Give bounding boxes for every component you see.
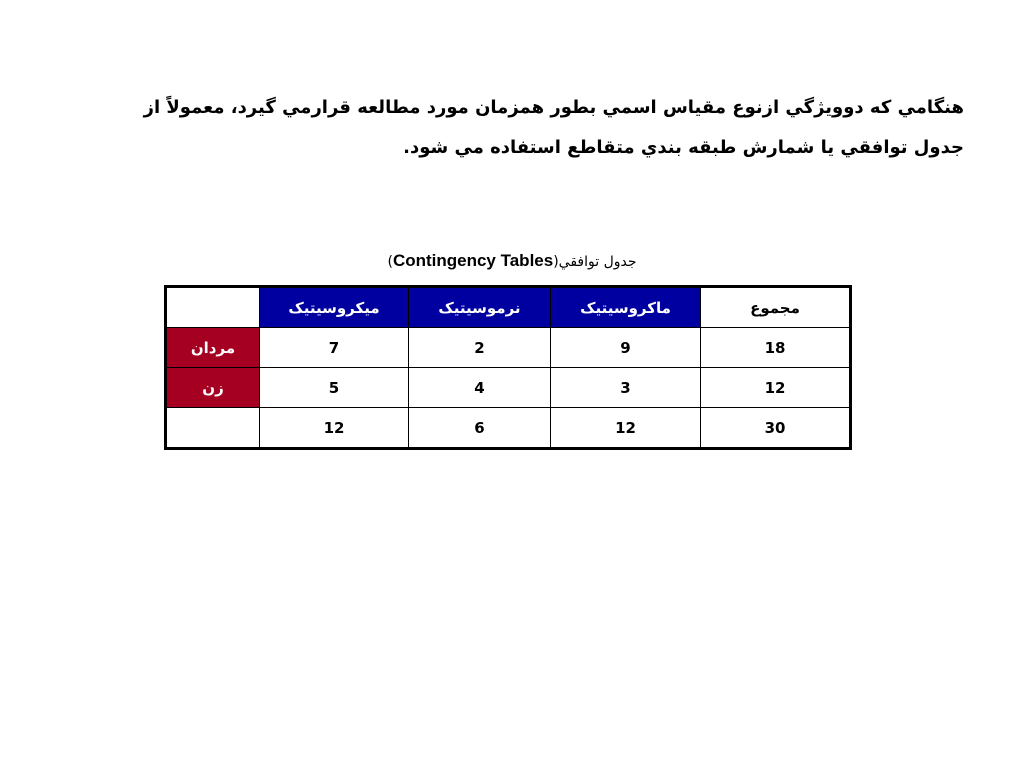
table-cell: 18 [701, 328, 851, 368]
header-normocytic: نرموسيتيک [409, 287, 551, 328]
table-row-totals [166, 408, 851, 449]
row-label-women: زن [166, 368, 260, 408]
table-cell: 30 [701, 408, 851, 449]
intro-paragraph [143, 88, 964, 168]
table-cell: 12 [701, 368, 851, 408]
caption-english: Contingency Tables [392, 251, 554, 270]
table-cell: 4 [409, 368, 551, 408]
table-cell: 2 [409, 328, 551, 368]
row-label-empty [166, 408, 260, 449]
corner-cell [166, 287, 260, 328]
header-microcytic: ميكروسيتيک [260, 287, 409, 328]
row-label-men: مردان [166, 328, 260, 368]
table-cell: 9 [551, 328, 701, 368]
table-caption [200, 250, 824, 273]
header-macrocytic: ماكروسيتيک [551, 287, 701, 328]
caption-persian: جدول توافقي [558, 254, 637, 270]
table-cell: 7 [260, 328, 409, 368]
caption-open-paren: ( [553, 254, 559, 270]
table-cell: 6 [409, 408, 551, 449]
table-header-row [166, 287, 851, 328]
contingency-table [164, 285, 852, 450]
table-row [166, 328, 851, 368]
table-cell: 12 [551, 408, 701, 449]
table-cell: 3 [551, 368, 701, 408]
table-row [166, 368, 851, 408]
table-cell: 12 [260, 408, 409, 449]
intro-line-2: جدول توافقي يا شمارش طبقه بندي متقاطع استفاده مي شود. [403, 137, 964, 158]
caption-close-paren: ) [387, 254, 393, 270]
table-cell: 5 [260, 368, 409, 408]
intro-line-1: هنگامي كه دوويژگي ازنوع مقياس اسمي بطور همزمان مورد مطالعه قرارمي گيرد، معمولاً از [143, 97, 964, 118]
header-total: مجموع [701, 287, 851, 328]
